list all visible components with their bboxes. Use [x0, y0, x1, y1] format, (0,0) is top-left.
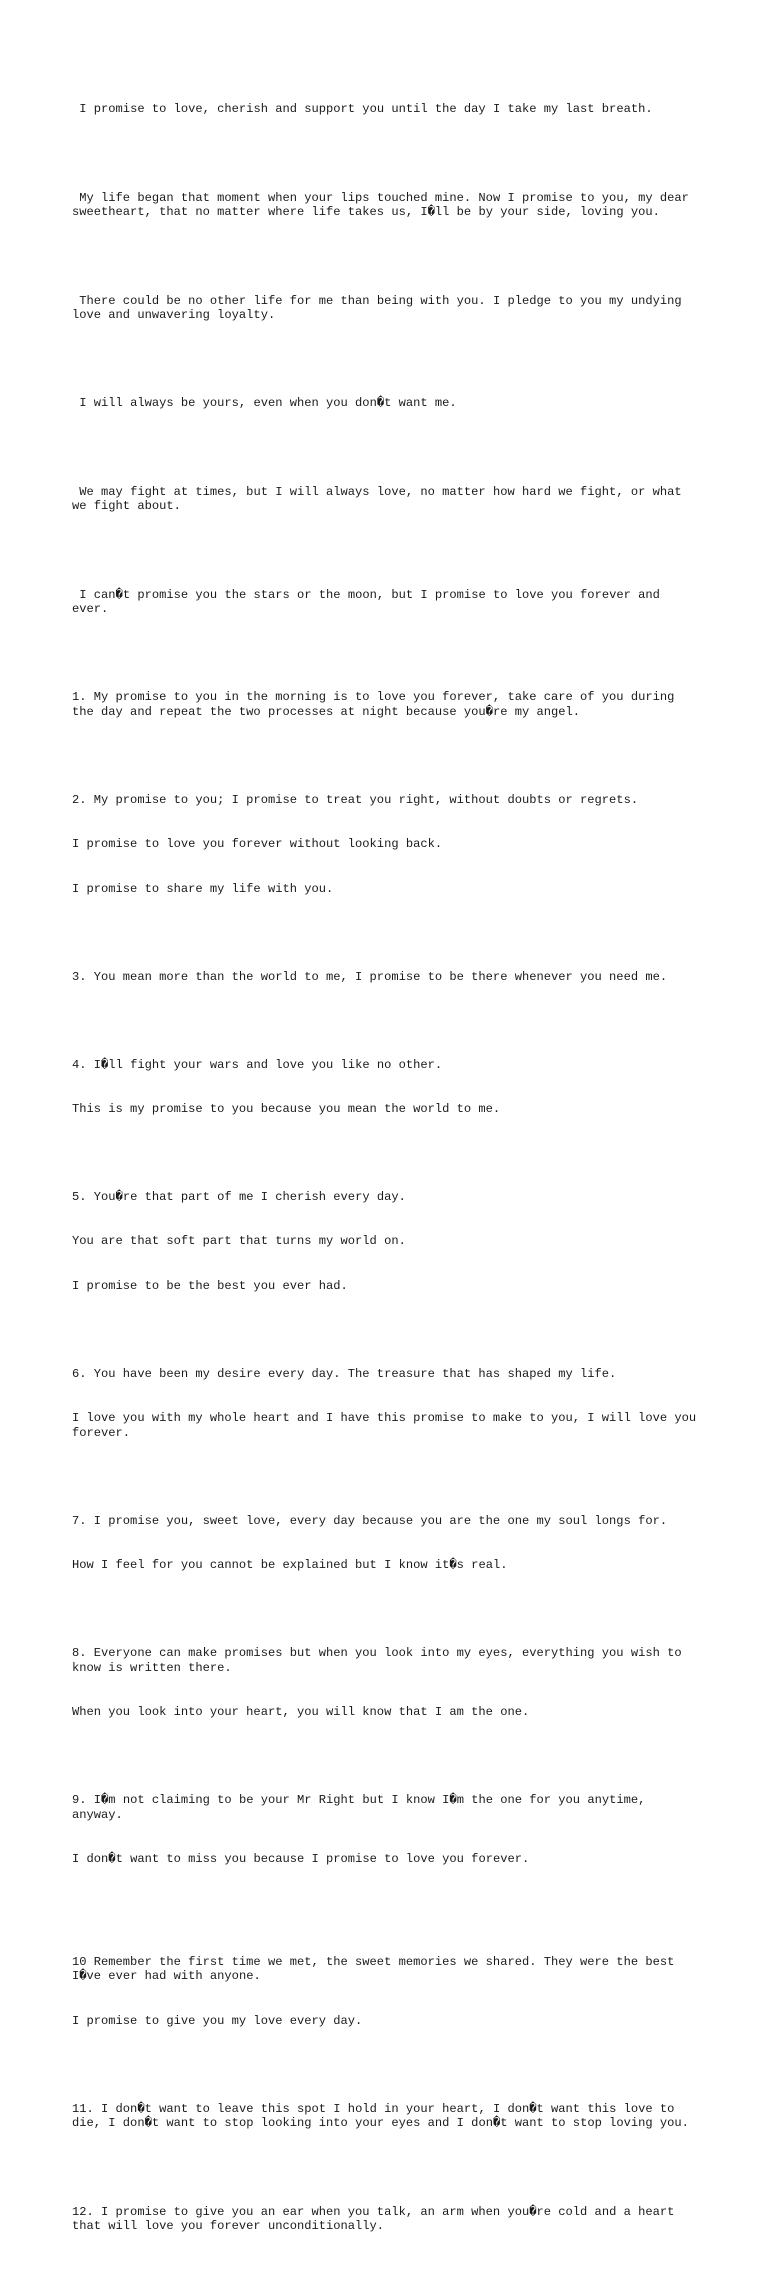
paragraph-intro-4 [72, 367, 702, 441]
paragraph-intro-2 [72, 161, 702, 249]
paragraph-promise-11 [72, 2072, 702, 2160]
paragraph-line: 3. You mean more than the world to me, I promise to be there whenever you need me. [72, 969, 668, 984]
paragraph-promise-5 [72, 1161, 702, 1323]
paragraph-line: I will always be yours, even when you don�t want me. [72, 396, 457, 411]
paragraph-line: 10 Remember the first time we met, the sweet memories we shared. They were the best I�ve ever had with anyone. [72, 1954, 682, 1984]
paragraph-line: You are that soft part that turns my world on. [72, 1234, 406, 1249]
paragraph-line: I love you with my whole heart and I have this promise to make to you, I will love you forever. [72, 1410, 704, 1440]
paragraph-line: 12. I promise to give you an ear when you talk, an arm when you�re cold and a heart that will love you forever unconditionally. [72, 2204, 682, 2234]
paragraph-line: 6. You have been my desire every day. The treasure that has shaped my life. [72, 1366, 617, 1381]
paragraph-line: 7. I promise you, sweet love, every day because you are the one my soul longs for. [72, 1513, 668, 1528]
paragraph-intro-5 [72, 455, 702, 543]
paragraph-promise-1 [72, 661, 702, 749]
paragraph-promise-6 [72, 1337, 702, 1469]
paragraph-line: I promise to give you my love every day. [72, 2013, 363, 2028]
paragraph-promise-10 [72, 1925, 702, 2057]
paragraph-line: 8. Everyone can make promises but when you look into my eyes, everything you wish to know is written there. [72, 1646, 689, 1675]
document-page [72, 73, 702, 2278]
paragraph-line: I promise to love you forever without looking back. [72, 837, 443, 852]
paragraph-promise-9 [72, 1764, 702, 1896]
paragraph-line: This is my promise to you because you mean the world to me. [72, 1102, 501, 1117]
paragraph-line: My life began that moment when your lips touched mine. Now I promise to you, my dear sweetheart, that no matter where life takes us, I�ll be by your side, loving you. [72, 190, 697, 220]
paragraph-line: We may fight at times, but I will always love, no matter how hard we fight, or what we fight about. [72, 484, 689, 514]
paragraph-line: How I feel for you cannot be explained but I know it�s real. [72, 1557, 508, 1572]
paragraph-line: There could be no other life for me than being with you. I pledge to you my undying love and unwavering loyalty. [72, 293, 689, 323]
paragraph-intro-6 [72, 558, 702, 646]
paragraph-promise-12 [72, 2175, 702, 2263]
paragraph-line: I promise to share my life with you. [72, 881, 334, 896]
paragraph-promise-3 [72, 940, 702, 1014]
paragraph-line: When you look into your heart, you will know that I am the one. [72, 1704, 530, 1719]
paragraph-intro-1 [72, 73, 702, 147]
paragraph-line: I promise to be the best you ever had. [72, 1278, 348, 1293]
paragraph-line: 5. You�re that part of me I cherish every day. [72, 1190, 406, 1205]
paragraph-line: 11. I don�t want to leave this spot I hold in your heart, I don�t want this love to die, I don�t want to stop looking into your eyes and I don�t want to stop loving you. [72, 2101, 689, 2131]
paragraph-line: 4. I�ll fight your wars and love you like no other. [72, 1057, 443, 1072]
paragraph-line: I promise to love, cherish and support you until the day I take my last breath. [72, 102, 653, 117]
paragraph-line: 2. My promise to you; I promise to treat you right, without doubts or regrets. [72, 793, 639, 808]
paragraph-line: 9. I�m not claiming to be your Mr Right but I know I�m the one for you anytime, anyway. [72, 1793, 653, 1822]
paragraph-line: I don�t want to miss you because I promise to love you forever. [72, 1851, 530, 1866]
paragraph-promise-7 [72, 1484, 702, 1602]
paragraph-promise-4 [72, 1029, 702, 1147]
paragraph-intro-3 [72, 264, 702, 352]
paragraph-promise-2 [72, 764, 702, 926]
paragraph-promise-8 [72, 1617, 702, 1749]
paragraph-line: 1. My promise to you in the morning is to love you forever, take care of you during the day and repeat the two processes at night because you�re my angel. [72, 690, 682, 720]
paragraph-line: I can�t promise you the stars or the moon, but I promise to love you forever and ever. [72, 587, 668, 617]
